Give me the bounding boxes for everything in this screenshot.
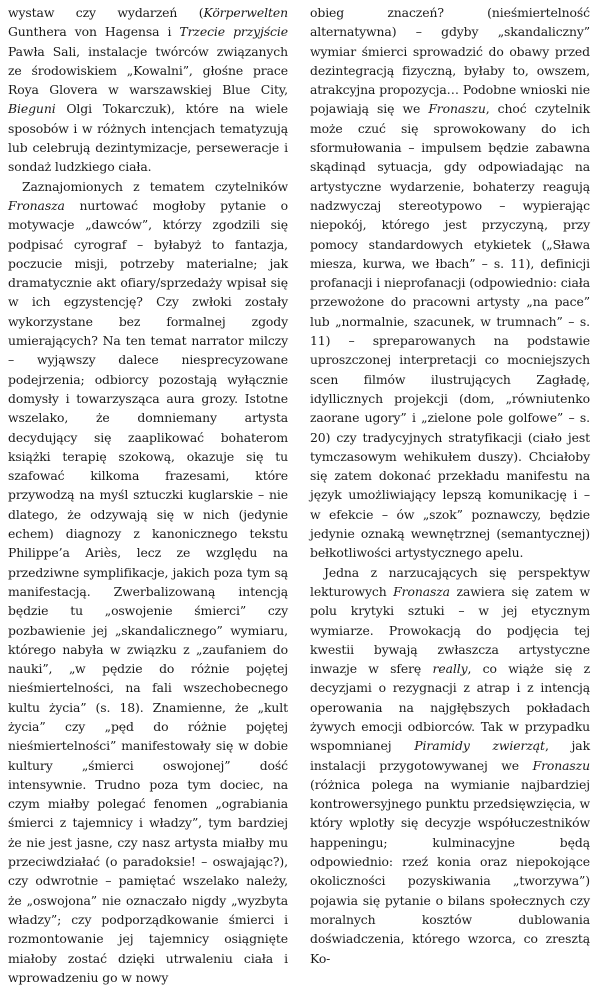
italic-text-segment: Fronasza [8, 197, 65, 213]
paragraph [310, 3, 590, 563]
text-column-right [310, 0, 590, 966]
text-segment: Olgi Tokarczuk), które na wiele sposobów i w różnych intencjach tematyzują lub celebrują dezintymizacje, perseweracje i sondaż ludzkiego ciała. [8, 101, 288, 175]
text-segment: (różnica polega na wymianie najbardziej kontrowersyjnego punktu przedsięwzięcia, w który wplotły się decyzje współuczestników happeningu; kulminacyjne będą odpowiednio: rzeź konia oraz niepokojące okoliczności pozyskiwania „tworzywa”) pojawia się pytanie o bilans społecznych czy moralnych kosztów dublowania doświadczenia, którego wzorca, co zresztą Ko- [310, 776, 590, 966]
text-segment: Pawła Sali, instalacje twórców związanych ze środowiskiem „Kowalni”, głośne prace Roya Glovera w warszawskiej Blue City, [8, 43, 288, 98]
italic-text-segment: Fronaszu [532, 757, 590, 773]
italic-text-segment: Fronasza [393, 583, 450, 599]
text-segment: obieg znaczeń? (nieśmiertelność alternatywna) – gdyby „skandaliczny” wymiar śmierci sprowadzić do obawy przed dezintegracją fizyczną, byłaby to, owszem, atrakcyjna propozycja… Podobne wnioski nie pojawiają się we [310, 5, 590, 117]
text-segment: , jak instalacji przygotowywanej we [310, 738, 590, 773]
italic-text-segment: Bieguni [8, 101, 56, 117]
italic-text-segment: Trzecie przyjście [179, 24, 288, 40]
text-segment: Gunthera von Hagensa i [8, 24, 180, 40]
text-segment: zawiera się zatem w polu krytyki sztuki – w jej etycznym wymiarze. Prowokacją do podjęcia tej kwestii bywają zwłaszcza artystyczne inwazje w sferę [310, 583, 590, 677]
paragraph [8, 177, 288, 987]
italic-text-segment: Piramidy zwierząt [414, 738, 545, 754]
text-column-left [8, 0, 288, 985]
italic-text-segment: Körperwelten [203, 5, 288, 20]
text-segment: , co wiąże się z decyzjami o rezygnacji z atrap i z intencją operowania na najgłębszych pokładach żywych emocji odbiorców. Tak w przypadku wspomnianej [310, 661, 590, 754]
text-segment: Zaznajomionych z tematem czytelników [22, 178, 288, 194]
text-segment: Jedna z narzucających się perspektyw lekturowych [310, 564, 590, 599]
text-segment: , choć czytelnik może czuć się sprowokowany do ich sformułowania – impulsem będzie zabawna skądinąd sytuacja, gdy odpowiadając na artystyczne wydarzenie, bohaterzy reagują nadzwyczaj stereotypowo – wypierając niepokój, którego jest przyczyną, przy pomocy standardowych etykietek („Sława miesza, kurwa, we łbach” – s. 11), definicji profanacji i nieprofanacji (odpowiednio: ciała przewożone do pracowni artysty „na pace” lub „normalnie, szacunek, w trumnach” – s. 11) – spreparowanych na podstawie uproszczonej interpretacji co mocniejszych scen filmów ilustrujących Zagładę, idyllicznych projekcji (dom, „równiutenko zaorane ugory” i „zielone pole golfowe” – s. 20) czy tradycyjnych stratyfikacji (ciało jest tymczasowym wehikułem duszy). Chciałoby się zatem dokonać przekładu manifestu na język umożliwiający lepszą komunikację i – w efekcie – ów „szok” poznawczy, będzie jedynie oznaką wewnętrznej (semantycznej) bełkotliwości artystycznego apelu. [310, 101, 590, 561]
text-segment: nurtować mogłoby pytanie o motywacje „dawców”, którzy zgodzili się podpisać cyrograf – byłabyż to fantazja, poczucie misji, potrzeby materialne; jak dramatycznie akt ofiary/sprzedaży wpisał się w ich egzystencję? Czy zwłoki zostały wykorzystane bez formalnej zgody umierających? Na ten temat narrator milczy – wyjąwszy dalece niesprecyzowane podejrzenia; odbiorcy pozostają wyłącznie domysły i towarzysząca aura grozy. Istotne wszelako, że domniemany artysta decydujący się zaaplikować bohaterom książki terapię szokową, okazuje się tu szafować kilkoma frazesami, które przywodzą na myśl sztuczki kuglarskie – nie dlatego, że odzywają się w nich (jedynie echem) diagnozy z kanonicznego tekstu Philippe’a Ariès, lecz ze względu na przedziwne symplifikacje, jakich poza tym są manifestacją. Zwerbalizowaną intencją będzie tu „oswojenie śmierci” czy pozbawienie jej „skandalicznego” wymiaru, którego nabyła w związku z „zaufaniem do nauki”, „w pędzie do różnie pojętej nieśmiertelności, na fali wszechobecnego kultu życia” (s. 18). Znamienne, że „kult życia” czy „pęd do różnie pojętej nieśmiertelności” manifestowały się w dobie kultury „śmierci oswojonej” dość intensywnie. Trudno poza tym dociec, na czym miałby polegać fenomen „ograbiania śmierci z tajemnicy i władzy”, tym bardziej że nie jest jasne, czy nasz artysta miałby mu przeciwdziałać (o paradoksie! – oswajając?), czy odwrotnie – pamiętać wszelako należy, że „oswojona” nie oznaczało nigdy „wyzbyta władzy”; czy podporządkowanie śmierci i rozmontowanie jej tajemnicy osiągnięte miałoby zostać dzięki utrwaleniu ciała i wprowadzeniu go w nowy [8, 197, 288, 985]
paragraph [8, 3, 288, 177]
paragraph [310, 563, 590, 968]
italic-text-segment: Fronaszu [428, 101, 486, 117]
italic-text-segment: really [432, 661, 468, 677]
text-segment: wystaw czy wydarzeń ( [8, 5, 204, 20]
